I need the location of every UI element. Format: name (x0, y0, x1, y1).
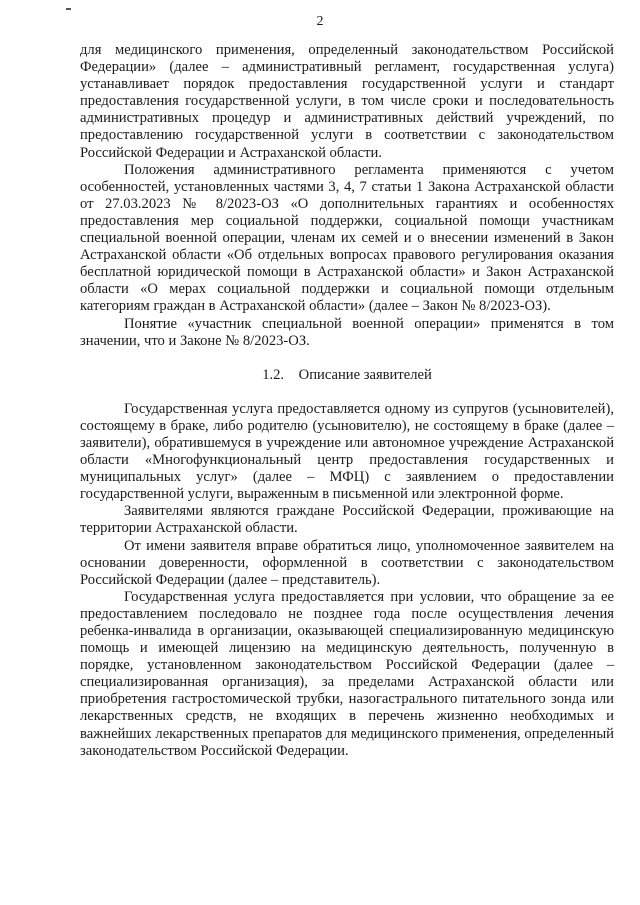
paragraph: Государственная услуга предоставляется одному из супругов (усыновителей), состоящему в браке, либо родителю (усыновителю), не состоящему в браке (далее – заявители), обратившемуся в учреждение или автономное учреждение Астраханской области «Многофункциональный центр предоставления государственных и муниципальных услуг» (далее – МФЦ) с заявлением о предоставлении государственной услуги, выраженным в письменной или электронной форме. (80, 400, 614, 503)
section-number: 1.2. (262, 366, 285, 383)
paragraph: Заявителями являются граждане Российской Федерации, проживающие на территории Астраханской области. (80, 503, 614, 537)
paragraph: для медицинского применения, определенный законодательством Российской Федерации» (далее – административный регламент, государственная услуга) устанавливает порядок предоставления государственной услуги и стандарт предоставления государственной услуги, в том числе сроки и последовательность административных процедур и административных действий учреждений, по предоставлению государственной услуги в соответствии с законодательством Российской Федерации и Астраханской области. (80, 42, 614, 161)
paragraph: Понятие «участник специальной военной операции» применятся в том значении, что и Законе № 8/2023-ОЗ. (80, 315, 614, 349)
page-number: 2 (316, 14, 324, 29)
section-heading (80, 367, 614, 384)
paragraph: От имени заявителя вправе обратиться лицо, уполномоченное заявителем на основании доверенности, оформленной в соответствии с законодательством Российской Федерации (далее – представитель). (80, 537, 614, 588)
paragraph: Государственная услуга предоставляется при условии, что обращение за ее предоставлением последовало не позднее года после осуществления лечения ребенка-инвалида в организации, оказывающей специализированную медицинскую помощь и имеющей лицензию на медицинскую деятельность, полученную в порядке, установленном законодательством Российской Федерации (далее – специализированная организация), за пределами Астраханской области или приобретения гастростомической трубки, назогастрального питательного зонда или лекарственных средств, не входящих в перечень жизненно необходимых и важнейших лекарственных препаратов для медицинского применения, определенный законодательством Российской Федерации. (80, 588, 614, 759)
document-body (80, 42, 614, 760)
section-title: Описание заявителей (298, 366, 432, 383)
scan-artifact (66, 8, 71, 10)
paragraph: Положения административного регламента применяются с учетом особенностей, установленных частями 3, 4, 7 статьи 1 Закона Астраханской области от 27.03.2023 № 8/2023-ОЗ «О дополнительных гарантиях и особенностях предоставления мер социальной поддержки, социальной помощи участникам специальной военной операции, членам их семей и о внесении изменений в Закон Астраханской области «Об отдельных вопросах правового регулирования оказания бесплатной юридической помощи в Астраханской области» и Закон Астраханской области «О мерах социальной поддержки и социальной помощи отдельным категориям граждан в Астраханской области» (далее – Закон № 8/2023-ОЗ). (80, 161, 614, 315)
